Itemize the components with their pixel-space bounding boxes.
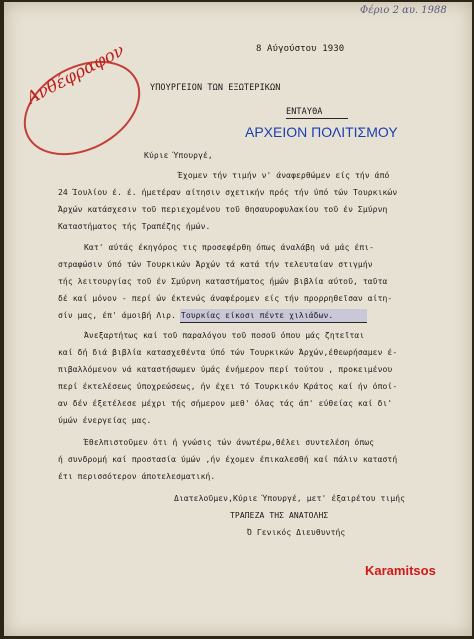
- body-line: 24 Ίουλίου έ. έ. ήμετέραν αίτησιν σχετικήν πρός τήν ύπό τών Τουρκικών: [58, 188, 398, 197]
- body-line: Έθελπιστοῦμεν ότι ή γνώσις τών άνωτέρω,θέλει συντελέση όπως: [84, 438, 375, 447]
- body-line: περί έκτελέσεως ύποχρεώσεως, ήν έχει τό Τουρκικόν Κράτος καί ήν όποί-: [58, 382, 398, 391]
- body-line: Άρχών κατάσχεσιν τοῦ περιεχομένου τοῦ θησαυροφυλακίου τοῦ έν Σμύρνη: [58, 205, 388, 214]
- ministry-header: ΥΠΟΥΡΓΕΙΟΝ ΤΩΝ ΕΞΩΤΕΡΙΚΩΝ: [150, 83, 281, 93]
- signatory-title: Ό Γενικός Διευθυντής: [247, 528, 346, 537]
- body-line: πιβαλλόμενον νά καταστήσωμεν ύμάς ένήμερον περί τούτου , προκειμένου: [58, 365, 393, 374]
- body-line: σίν μας, έπ' άμοιβή Λιρ. Τουρκίας είκοσι πέντε χιλιάδων.: [58, 311, 334, 320]
- letter-date: 8 Αύγούστου 1930: [256, 44, 345, 54]
- location-underline: [286, 118, 348, 119]
- body-line: δέ καί μόνον - περί ών έκτενώς άναφέρομεν είς τήν προρρηθεῖσαν αίτη-: [58, 294, 393, 303]
- closing-line: Διατελοῦμεν,Κύριε Ύπουργέ, μετ' έξαιρέτου τιμής: [174, 494, 406, 503]
- body-line: Καταστήματος τής Τραπέζης ήμών.: [58, 222, 211, 231]
- archive-reference: Φέριο 2 αυ. 1988: [360, 5, 447, 16]
- location-header: ΕΝΤΑΥΘΑ: [286, 107, 323, 117]
- body-line: καί δή διά βιβλία κατασχεθέντα ύπό τών Τουρκικών Άρχών,έθεωρήσαμεν έ-: [58, 348, 398, 357]
- stamp-text: Ανθέφραφον: [23, 40, 128, 109]
- amount-underline: [180, 322, 367, 323]
- body-line: αν δέν έξετέλεσε μέχρι τής σήμερον μεθ' όλας τάς άπ' εύθείας καί δι': [58, 399, 393, 408]
- body-line: Κατ' αύτάς έκηγόρος τις προσεφέρθη όπως άναλάβη νά μάς έπι-: [84, 243, 375, 252]
- body-line: στραφώσιν ύπό τών Τουρκικών Άρχών τά κατά τήν τελευταίαν στιγμήν: [58, 260, 373, 269]
- body-line: έτι περισσότερον άποτελεσματική.: [58, 472, 216, 481]
- body-line: ή συνδρομή καί προστασία ύμών ,ήν έχομεν έπικαλεσθή καί πάλιν καταστή: [58, 455, 398, 464]
- body-line: ύμών ένεργείας μας.: [58, 416, 152, 425]
- salutation: Κύριε Ύπουργέ,: [144, 151, 213, 160]
- body-line: τής λειτουργίας τοῦ έν Σμύρνη καταστήματος ήμών βιβλία αύτοῦ, ταῦτα: [58, 277, 388, 286]
- body-line: Έχομεν τήν τιμήν ν' άναφερθώμεν είς τήν άπό: [178, 171, 390, 180]
- archive-label: ΑΡΧΕΙΟΝ ΠΟΛΙΤΙΣΜΟΥ: [245, 124, 398, 140]
- karamitsos-watermark: Karamitsos: [365, 563, 436, 578]
- body-line: Άνεξαρτήτως καί τοῦ παραλόγου τοῦ ποσοῦ όπου μάς ζητεῖται: [84, 331, 365, 340]
- sender-name: ΤΡΑΠΕΖΑ ΤΗΣ ΑΝΑΤΟΛΗΣ: [230, 511, 329, 520]
